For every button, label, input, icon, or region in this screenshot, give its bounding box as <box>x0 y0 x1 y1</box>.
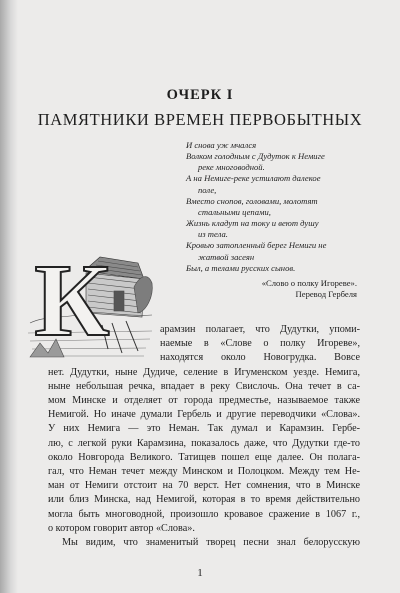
text-line: нет. Дудутки, ныне Дудиче, селение в Игуменском уезде. Немига, <box>48 366 360 378</box>
epigraph-line: И снова уж мчался <box>186 140 257 150</box>
epigraph-line: А на Немиге-реке устилают далекое <box>186 173 321 184</box>
page-number: 1 <box>197 567 203 579</box>
text-line: наемые в «Слове о полку Игореве», <box>160 338 360 350</box>
text-line: арамзин полагает, что Дудутки, упоми- <box>160 324 360 335</box>
epigraph-line: реке многоводной. <box>198 162 265 173</box>
text-line: или близ Минска, над Немигой, которая в то время действительно <box>48 494 360 506</box>
epigraph-line: Жизнь кладут на току и веют душу <box>186 218 319 229</box>
epigraph-line: Был, а телами русских сынов. <box>186 262 296 273</box>
epigraph-line: стальными цепами, <box>198 206 271 217</box>
text-line: мом Минске и отделяет от города предместье, называемое также <box>48 395 360 407</box>
epigraph-line: жатвой засеян <box>198 251 255 262</box>
chapter-heading: ОЧЕРК I <box>166 87 234 103</box>
text-line: Мы видим, что знаменитый творец песни знал белорусскую <box>62 537 360 549</box>
epigraph-line: Волком голодным с Дудуток к Немиге <box>186 151 325 162</box>
epigraph-attribution <box>262 278 357 300</box>
epigraph-line: Кровью затопленный берег Немиги не <box>186 240 327 251</box>
text-line: лю, с легкой руки Карамзина, показалось даже, что Дудутки где-то <box>48 437 360 449</box>
body-text <box>48 323 360 550</box>
drop-cap-letter: К <box>34 253 110 358</box>
epigraph <box>186 140 362 274</box>
chapter-title: ПАМЯТНИКИ ВРЕМЕН ПЕРВОБЫТНЫХ <box>37 110 363 129</box>
epigraph-line: из тела. <box>198 229 228 240</box>
text-line: Немигой. Но иначе думали Гербель и другие переводчики «Слова». <box>48 409 360 421</box>
text-line: о котором говорит автор «Слова». <box>48 522 195 534</box>
text-line: ныне небольшая речка, впадает в реку Свислочь. Она течет в са- <box>48 380 360 392</box>
text-line: около Новгорода Великого. Татищев пошел еще далее. Он полага- <box>48 451 360 463</box>
epigraph-line: поле, <box>198 184 217 195</box>
epigraph-line: Вместо снопов, головами, молотят <box>186 195 318 206</box>
text-line: ман от Немиги отстоит на 70 верст. Нет сомнения, что в Минске <box>48 480 360 492</box>
text-line: гал, что Неман течет между Минском и Полоцком. Между тем Не- <box>48 466 360 478</box>
epigraph-source: «Слово о полку Игореве». <box>261 278 357 288</box>
text-line: находятся около Новогрудка. Вовсе <box>160 352 360 364</box>
text-line: У них Немига — это Неман. Так думал и Карамзин. Гербе- <box>48 423 360 435</box>
text-line: могла быть многоводной, произошло кровавое сражение в 1067 г., <box>48 508 360 520</box>
epigraph-translator: Перевод Гербеля <box>295 289 357 300</box>
